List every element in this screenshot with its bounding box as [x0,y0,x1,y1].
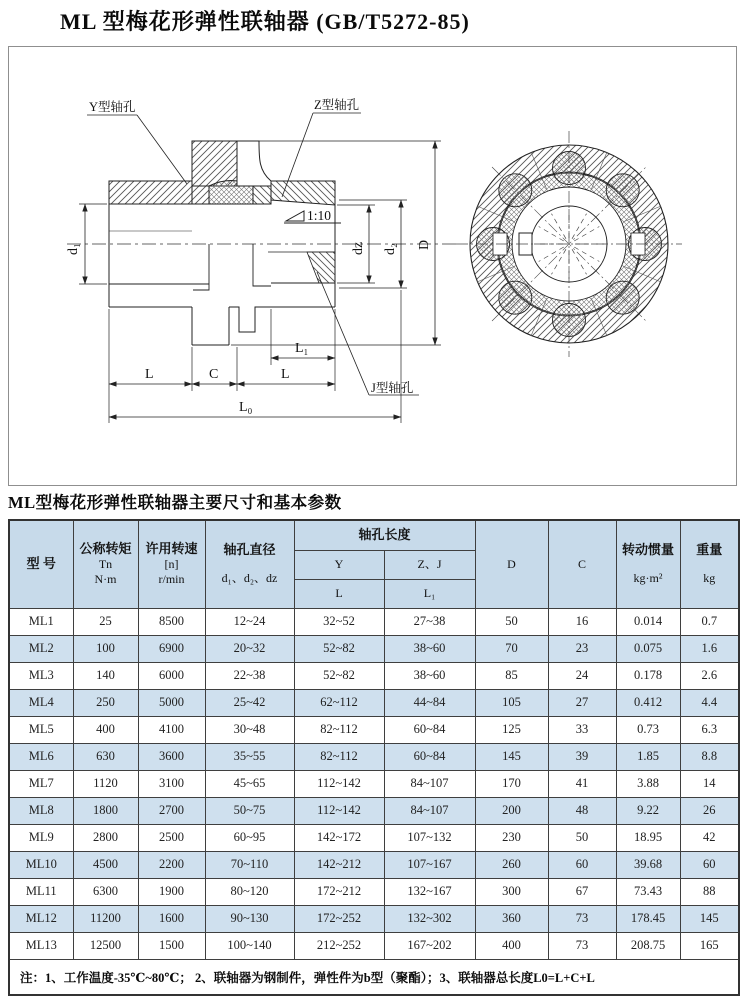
dim-label-d1: d₁ [66,243,81,255]
table-cell: 16 [548,608,616,635]
col-header-Y: Y [294,550,384,579]
end-view [456,131,682,357]
col-header-torque: 公称转矩 Tn N·m [73,520,138,608]
table-cell: 250 [73,689,138,716]
table-cell: 4500 [73,851,138,878]
table-cell: 70~110 [205,851,294,878]
table-cell: 172~252 [294,905,384,932]
col-header-speed: 许用转速 [n] r/min [138,520,205,608]
table-cell: 80~120 [205,878,294,905]
table-cell: 100~140 [205,932,294,959]
table-cell: ML4 [9,689,73,716]
table-cell: 39.68 [616,851,680,878]
table-cell: 60 [548,851,616,878]
table-cell: 82~112 [294,716,384,743]
table-cell: ML13 [9,932,73,959]
table-row [9,797,739,824]
table-row [9,878,739,905]
table-cell: 9.22 [616,797,680,824]
j-bore-label: J型轴孔 [371,381,414,395]
table-cell: ML2 [9,635,73,662]
table-cell: 140 [73,662,138,689]
table-cell: 60~95 [205,824,294,851]
table-cell: ML6 [9,743,73,770]
col-header-weight: 重量 kg [680,520,739,608]
spec-table-body [9,608,739,959]
table-cell: 0.412 [616,689,680,716]
table-cell: 67 [548,878,616,905]
table-cell: 105 [475,689,548,716]
table-cell: 3100 [138,770,205,797]
table-cell: 60~84 [384,743,475,770]
table-row [9,635,739,662]
table-cell: 52~82 [294,662,384,689]
dim-label-D: D [417,239,432,250]
table-cell: 6.3 [680,716,739,743]
table-cell: 100 [73,635,138,662]
table-cell: 3600 [138,743,205,770]
dim-label-L1: L₁ [295,341,309,356]
table-cell: 4100 [138,716,205,743]
section-title: ML型梅花形弹性联轴器主要尺寸和基本参数 [8,493,342,512]
table-cell: 90~130 [205,905,294,932]
table-cell: 62~112 [294,689,384,716]
table-cell: 25 [73,608,138,635]
col-header-bore-dia: 轴孔直径 d₁、d₂、dz [205,520,294,608]
table-cell: 2200 [138,851,205,878]
col-header-D: D [475,520,548,608]
table-cell: 50~75 [205,797,294,824]
table-cell: 70 [475,635,548,662]
table-cell: 2500 [138,824,205,851]
table-cell: 260 [475,851,548,878]
table-cell: 38~60 [384,635,475,662]
table-cell: 142~172 [294,824,384,851]
table-cell: 0.73 [616,716,680,743]
table-cell: 41 [548,770,616,797]
table-cell: 145 [680,905,739,932]
table-cell: 0.7 [680,608,739,635]
table-cell: 27~38 [384,608,475,635]
table-cell: 1800 [73,797,138,824]
table-cell: 3.88 [616,770,680,797]
spec-table-header [9,520,739,608]
table-cell: 142~212 [294,851,384,878]
table-cell: ML3 [9,662,73,689]
col-header-inertia: 转动惯量 kg·m² [616,520,680,608]
table-cell: 82~112 [294,743,384,770]
table-cell: 25~42 [205,689,294,716]
table-cell: ML5 [9,716,73,743]
table-cell: 0.178 [616,662,680,689]
table-cell: 208.75 [616,932,680,959]
table-cell: ML8 [9,797,73,824]
table-cell: 24 [548,662,616,689]
col-header-C: C [548,520,616,608]
table-row [9,824,739,851]
col-header-model: 型 号 [9,520,73,608]
table-cell: 11200 [73,905,138,932]
table-cell: 60~84 [384,716,475,743]
table-cell: 1900 [138,878,205,905]
table-cell: 107~132 [384,824,475,851]
table-cell: 45~65 [205,770,294,797]
table-row [9,608,739,635]
z-bore-label: Z型轴孔 [314,98,360,112]
table-cell: 39 [548,743,616,770]
table-cell: 0.014 [616,608,680,635]
table-cell: 300 [475,878,548,905]
table-cell: 44~84 [384,689,475,716]
table-cell: ML11 [9,878,73,905]
table-cell: 1.6 [680,635,739,662]
table-cell: ML1 [9,608,73,635]
table-cell: 167~202 [384,932,475,959]
table-cell: 0.075 [616,635,680,662]
j-bore-hatch [307,252,335,283]
table-cell: 8500 [138,608,205,635]
table-cell: 60 [680,851,739,878]
table-cell: ML9 [9,824,73,851]
table-cell: 230 [475,824,548,851]
table-cell: 1120 [73,770,138,797]
table-row [9,716,739,743]
table-cell: 4.4 [680,689,739,716]
table-cell: 88 [680,878,739,905]
table-cell: 33 [548,716,616,743]
dim-label-dz: dz [351,241,366,255]
table-cell: 212~252 [294,932,384,959]
table-cell: 165 [680,932,739,959]
dim-label-L-left: L [145,367,154,382]
table-cell: 18.95 [616,824,680,851]
table-cell: 1500 [138,932,205,959]
table-cell: 630 [73,743,138,770]
table-cell: 26 [680,797,739,824]
dim-label-d2: d₂ [383,243,398,255]
table-cell: 35~55 [205,743,294,770]
table-cell: 5000 [138,689,205,716]
table-cell: 200 [475,797,548,824]
table-cell: 48 [548,797,616,824]
table-row [9,851,739,878]
drawing-panel [8,46,737,486]
table-cell: 73 [548,905,616,932]
table-cell: 178.45 [616,905,680,932]
dim-label-C: C [209,367,219,382]
col-header-ZJ: Z、J [384,550,475,579]
table-cell: 6300 [73,878,138,905]
table-cell: 2700 [138,797,205,824]
spec-table [8,519,740,996]
table-cell: 14 [680,770,739,797]
table-row [9,689,739,716]
table-note: 注：1、工作温度-35℃~80℃； 2、联轴器为钢制件，弹性件为b型（聚酯）；3、联轴器总长度L0=L+C+L [9,959,739,995]
table-cell: 112~142 [294,797,384,824]
table-cell: 8.8 [680,743,739,770]
table-cell: 170 [475,770,548,797]
table-cell: 22~38 [205,662,294,689]
table-cell: 1600 [138,905,205,932]
table-cell: 400 [73,716,138,743]
table-cell: 400 [475,932,548,959]
taper-ratio-label: 1:10 [307,208,332,223]
table-cell: 27 [548,689,616,716]
table-cell: 84~107 [384,770,475,797]
table-cell: 107~167 [384,851,475,878]
table-cell: 38~60 [384,662,475,689]
table-cell: 112~142 [294,770,384,797]
table-cell: 172~212 [294,878,384,905]
table-cell: 20~32 [205,635,294,662]
table-cell: ML7 [9,770,73,797]
table-cell: 2.6 [680,662,739,689]
note-row [9,959,739,995]
table-row [9,905,739,932]
table-cell: ML12 [9,905,73,932]
table-cell: 85 [475,662,548,689]
table-cell: 73 [548,932,616,959]
table-cell: 132~167 [384,878,475,905]
table-cell: 132~302 [384,905,475,932]
table-cell: 2800 [73,824,138,851]
col-header-L1: L₁ [384,579,475,608]
table-cell: 30~48 [205,716,294,743]
table-cell: 73.43 [616,878,680,905]
table-cell: 6000 [138,662,205,689]
table-cell: 6900 [138,635,205,662]
table-cell: 50 [475,608,548,635]
y-bore-label: Y型轴孔 [89,100,136,114]
table-cell: 12~24 [205,608,294,635]
table-cell: 23 [548,635,616,662]
table-row [9,662,739,689]
coupling-drawing [9,47,738,487]
table-row [9,770,739,797]
col-header-bore-length-group: 轴孔长度 [294,520,475,550]
table-cell: 42 [680,824,739,851]
table-cell: 125 [475,716,548,743]
table-cell: 52~82 [294,635,384,662]
table-row [9,932,739,959]
table-cell: 32~52 [294,608,384,635]
table-cell: 360 [475,905,548,932]
col-header-L: L [294,579,384,608]
page-title: ML 型梅花形弹性联轴器 (GB/T5272-85) [60,9,470,34]
table-cell: ML10 [9,851,73,878]
dim-label-L-right: L [281,367,290,382]
dim-label-L0: L₀ [239,400,253,415]
table-cell: 145 [475,743,548,770]
table-cell: 12500 [73,932,138,959]
table-row [9,743,739,770]
table-cell: 84~107 [384,797,475,824]
table-cell: 50 [548,824,616,851]
table-cell: 1.85 [616,743,680,770]
